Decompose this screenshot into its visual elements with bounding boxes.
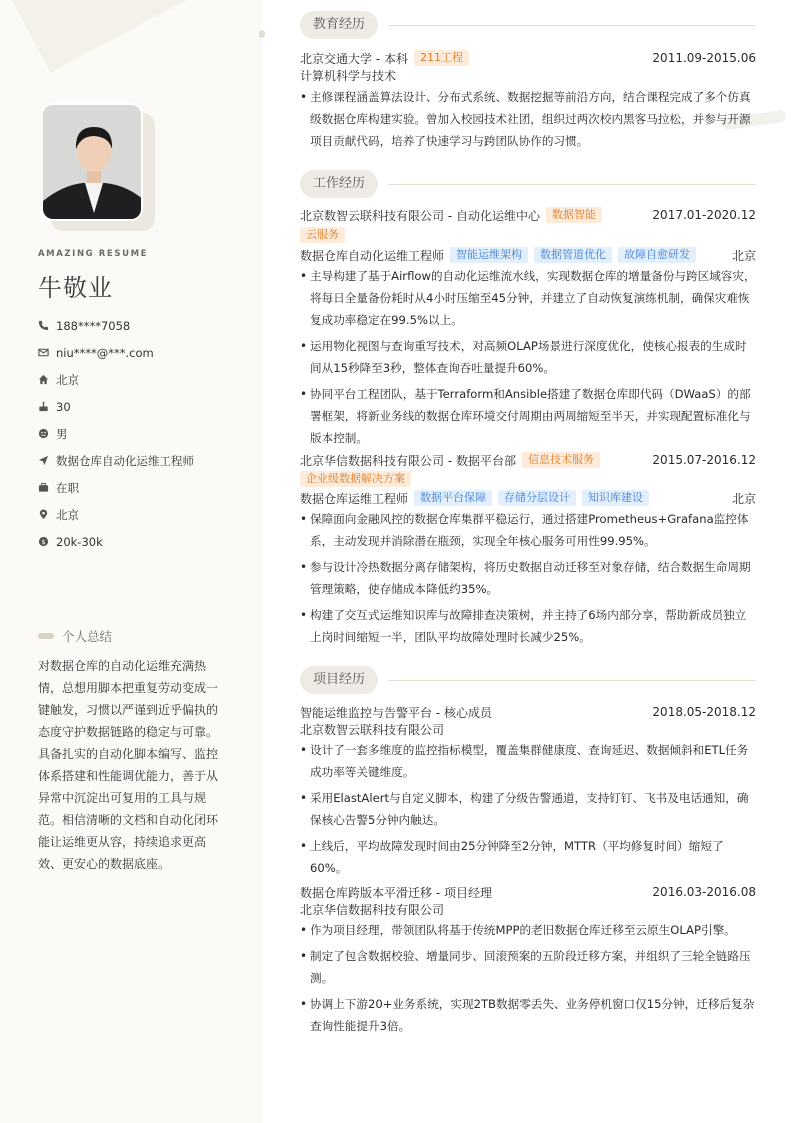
school-name: 北京交通大学 - 本科 [300, 51, 408, 66]
info-age [38, 393, 258, 420]
work-tag-row [300, 225, 756, 245]
info-hometown [38, 366, 258, 393]
project-date: 2016.03-2016.08 [652, 885, 756, 899]
info-status [38, 474, 258, 501]
info-phone [38, 312, 258, 339]
avatar-photo [41, 103, 143, 221]
project-bullets [300, 739, 756, 879]
work-bullets [300, 508, 756, 648]
project-header-row [300, 702, 756, 722]
work-header-row [300, 450, 756, 470]
work-bullets [300, 265, 756, 449]
summary-text: 对数据仓库的自动化运维充满热情，总想用脚本把重复劳动变成一键触发，习惯以严谨到近乎偏执的态度守护数据链路的稳定与可靠。具备扎实的自动化脚本编写、监控体系搭建和性能调优能力，善于从异常中沉淀出可复用的工具与规范。相信清晰的文档和自动化闭环能让运维更从容，持续追求更高效、更安心的数据底座。 [38, 659, 219, 871]
job-role: 数据仓库运维工程师 [300, 491, 409, 506]
info-position [38, 447, 258, 474]
company-tag: 数据智能 [546, 207, 602, 223]
job-city: 北京 [731, 248, 756, 263]
briefcase-icon [38, 481, 56, 495]
skill-tag: 知识库建设 [582, 490, 649, 506]
summary-title: 个人总结 [62, 629, 113, 644]
work-bullet: • 参与设计冷热数据分离存储架构，将历史数据自动迁移至对象存储，结合数据生命周期管理策略，使存储成本降低约35%。 [300, 556, 756, 600]
work-date: 2017.01-2020.12 [652, 208, 756, 222]
projects-section-heading [300, 666, 756, 694]
company-tag: 企业级数据解决方案 [300, 471, 411, 487]
summary-heading-bar [38, 633, 54, 639]
info-salary [38, 528, 258, 555]
project-bullet: • 作为项目经理，带领团队将基于传统MPP的老旧数据仓库迁移至云原生OLAP引擎。 [300, 919, 756, 941]
education-bullets [300, 86, 756, 152]
sidebar [0, 0, 262, 1123]
work-section-heading [300, 170, 756, 198]
project-entry-1 [300, 702, 756, 883]
project-bullet: • 设计了一套多维度的监控指标模型，覆盖集群健康度、查询延迟、数据倾斜和ETL任务成功率等关键维度。 [300, 739, 756, 783]
education-date: 2011.09-2015.06 [652, 51, 756, 65]
phone-icon [38, 319, 56, 333]
projects-title: 项目经历 [300, 666, 378, 694]
info-phone-text: 188****7058 [56, 318, 131, 333]
contact-info-list [38, 312, 258, 555]
work-entry-2 [300, 450, 756, 652]
work-bullet: • 运用物化视图与查询重写技术，对高频OLAP场景进行深度优化，使核心报表的生成时间从15秒降至3秒，整体查询吞吐量提升60%。 [300, 335, 756, 379]
work-bullet: • 协同平台工程团队，基于Terraform和Ansible搭建了数据仓库即代码（DWaaS）的部署框架，将新业务线的数据仓库环境交付周期由两周缩短至半天，并实现配置标准化与版本控制。 [300, 383, 756, 449]
work-role-row [300, 488, 756, 508]
info-salary-text: 20k-30k [56, 534, 103, 549]
work-title: 工作经历 [300, 170, 378, 198]
work-date: 2015.07-2016.12 [652, 453, 756, 467]
project-bullet: • 上线后，平均故障发现时间由25分钟降至2分钟，MTTR（平均修复时间）缩短了60%。 [300, 835, 756, 879]
skill-tag: 故障自愈研发 [618, 247, 696, 263]
project-date: 2018.05-2018.12 [652, 705, 756, 719]
skill-tag: 数据平台保障 [414, 490, 492, 506]
candidate-name: 牛敬业 [38, 274, 113, 302]
project-bullet: • 协调上下游20+业务系统，实现2TB数据零丢失、业务停机窗口仅15分钟，迁移后复杂查询性能提升3倍。 [300, 993, 756, 1037]
project-name: 数据仓库跨版本平滑迁移 - 项目经理 [300, 885, 492, 900]
person-icon [38, 427, 56, 441]
send-icon [38, 454, 56, 468]
project-company: 北京数智云联科技有限公司 [300, 723, 445, 737]
company-name: 北京数智云联科技有限公司 - 自动化运维中心 [300, 208, 540, 223]
education-title: 教育经历 [300, 11, 378, 39]
project-company: 北京华信数据科技有限公司 [300, 903, 445, 917]
skill-tag: 智能运维架构 [450, 247, 528, 263]
home-icon [38, 373, 56, 387]
work-tag-row [300, 470, 756, 488]
info-city [38, 501, 258, 528]
company-tag: 信息技术服务 [522, 452, 600, 468]
project-header-row [300, 882, 756, 902]
info-email [38, 339, 258, 366]
company-tag: 云服务 [300, 227, 345, 243]
section-divider [388, 25, 756, 26]
education-entry [300, 48, 756, 156]
work-header-row [300, 205, 756, 225]
work-bullet: • 主导构建了基于Airflow的自动化运维流水线，实现数据仓库的增量备份与跨区域容灾，将每日全量备份耗时从4小时压缩至45分钟，并建立了自动恢复演练机制，确保灾难恢复成功率稳定在99.5%以上。 [300, 265, 756, 331]
info-age-text: 30 [56, 399, 71, 414]
summary-heading [38, 627, 112, 645]
work-bullet: • 保障面向金融风控的数据仓库集群平稳运行，通过搭建Prometheus+Grafana监控体系，主动发现并消除潜在瓶颈，实现全年核心服务可用性99.95%。 [300, 508, 756, 552]
project-bullet: • 制定了包含数据校验、增量同步、回滚预案的五阶段迁移方案，并组织了三轮全链路压测。 [300, 945, 756, 989]
job-role: 数据仓库自动化运维工程师 [300, 248, 445, 263]
education-major: 计算机科学与技术 [300, 69, 397, 83]
info-email-text: niu****@***.com [56, 345, 154, 360]
svg-text:$: $ [41, 537, 46, 546]
project-bullet: • 采用ElastAlert与自定义脚本，构建了分级告警通道，支持钉钉、飞书及电话通知，确保核心告警5分钟内触达。 [300, 787, 756, 831]
section-divider [388, 680, 756, 681]
avatar-illustration [43, 105, 143, 221]
info-city-text: 北京 [56, 507, 79, 522]
skill-tag: 数据管道优化 [534, 247, 612, 263]
info-gender-text: 男 [56, 426, 68, 441]
info-status-text: 在职 [56, 480, 79, 495]
project-name: 智能运维监控与告警平台 - 核心成员 [300, 705, 492, 720]
location-pin-icon [38, 508, 56, 522]
education-bullet: • 主修课程涵盖算法设计、分布式系统、数据挖掘等前沿方向，结合课程完成了多个仿真级数据仓库构建实验。曾加入校园技术社团，组织过两次校内黑客马拉松，并参与开源项目贡献代码，培养了快速学习与跨团队协作的习惯。 [300, 86, 756, 152]
info-gender [38, 420, 258, 447]
section-divider [388, 184, 756, 185]
cake-icon [38, 400, 56, 414]
school-tag: 211工程 [414, 50, 469, 66]
work-entry-1 [300, 205, 756, 453]
company-name: 北京华信数据科技有限公司 - 数据平台部 [300, 453, 516, 468]
info-position-text: 数据仓库自动化运维工程师 [56, 453, 194, 468]
sidebar-edge-dot [259, 30, 265, 38]
project-bullets [300, 919, 756, 1037]
skill-tag: 存储分层设计 [498, 490, 576, 506]
project-entry-2 [300, 882, 756, 1041]
sidebar-decoration [0, 0, 262, 72]
mail-icon [38, 346, 56, 360]
resume-tagline: AMAZING RESUME [38, 249, 149, 259]
education-section-heading [300, 11, 756, 39]
money-icon [38, 535, 56, 549]
work-bullet: • 构建了交互式运维知识库与故障排查决策树，并主持了6场内部分享，帮助新成员独立上岗时间缩短一半，团队平均故障处理时长减少25%。 [300, 604, 756, 648]
info-hometown-text: 北京 [56, 372, 79, 387]
job-city: 北京 [731, 491, 756, 506]
work-role-row [300, 245, 756, 265]
education-header-row [300, 48, 756, 68]
